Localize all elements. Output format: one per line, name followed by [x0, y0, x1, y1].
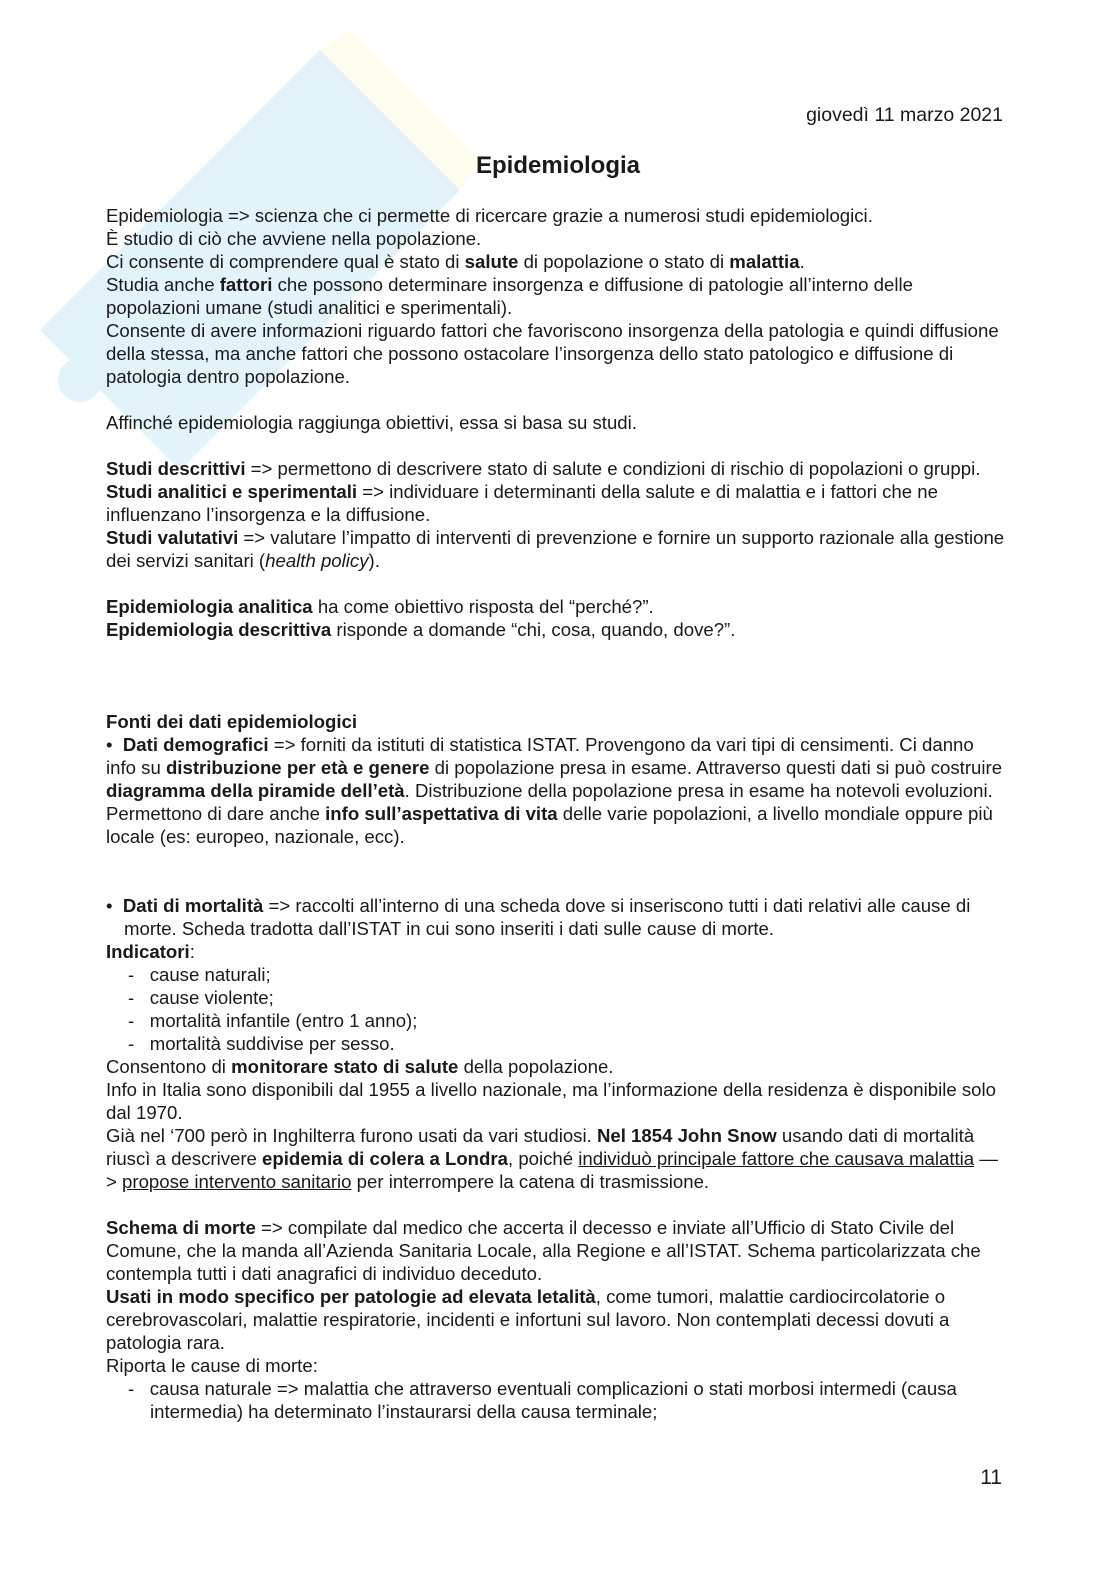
studi-descrittivi — [106, 457, 1006, 480]
paragraph — [106, 227, 1006, 250]
text: —> — [106, 1148, 998, 1192]
text: => valutare l’impatto di interventi di prevenzione e fornire un supporto razionale alla gestione dei servizi sanitari ( — [106, 527, 1005, 571]
underlined-text: propose intervento sanitario — [122, 1171, 352, 1192]
schema-di-morte — [106, 1216, 1006, 1285]
bold-term: Studi descrittivi — [106, 458, 246, 479]
list-item — [106, 1009, 1006, 1032]
text: Info in Italia sono disponibili dal 1955 a livello nazionale, ma l’informazione della residenza è disponibile solo dal 1970. — [106, 1079, 996, 1123]
section-heading — [106, 710, 1006, 733]
text: Consentono di — [106, 1056, 232, 1077]
bold-term: Epidemiologia analitica — [106, 596, 313, 617]
epidemiologia-descrittiva — [106, 618, 1006, 641]
text: cause naturali; — [149, 964, 271, 985]
dash-icon: - — [128, 964, 135, 985]
bold-term: Usati in modo specifico per patologie ad elevata letalità — [106, 1286, 596, 1307]
text: ). — [368, 550, 380, 571]
bold-term: Epidemiologia descrittiva — [106, 619, 332, 640]
bold-term: Studi analitici e sperimentali — [106, 481, 358, 502]
paragraph — [106, 204, 1006, 227]
paragraph — [106, 1078, 1006, 1124]
bold-term: Dati demografici — [122, 734, 269, 755]
italic-term: health policy — [265, 550, 369, 571]
text: Riporta le cause di morte: — [106, 1355, 318, 1376]
text: => raccolti all’interno di una scheda dove si inseriscono tutti i dati relativi alle cause di morte. Scheda tradotta dall’ISTAT in cui sono inseriti i dati sulle cause di morte. — [124, 895, 971, 939]
text: Ci consente di comprendere qual è stato di — [106, 251, 465, 272]
bold-term: epidemia di colera a Londra — [262, 1148, 508, 1169]
text: => individuare i determinanti della salute e di malattia e i fattori che ne influenzano l’insorgenza e la diffusione. — [106, 481, 938, 525]
text: => permettono di descrivere stato di salute e condizioni di rischio di popolazioni o gruppi. — [245, 458, 981, 479]
paragraph — [106, 250, 1006, 273]
paragraph — [106, 1354, 1006, 1377]
text: . Distribuzione della popolazione presa in esame ha notevoli evoluzioni. Permettono di dare anche — [106, 780, 993, 824]
dash-icon: - — [128, 1033, 135, 1054]
bold-term: diagramma della piramide dell’età — [106, 780, 405, 801]
bold-term: Indicatori — [106, 941, 190, 962]
text: di popolazione o stato di — [518, 251, 730, 272]
underlined-text: individuò principale fattore che causava malattia — [578, 1148, 975, 1169]
document-title: Epidemiologia — [475, 152, 640, 179]
list-item — [106, 986, 1006, 1009]
text: Consente di avere informazioni riguardo fattori che favoriscono insorgenza della patologia e quindi diffusione della stessa, ma anche fattori che possono ostacolare l’insorgenza dello stato patologico e diffusione di patologia dentro popolazione. — [106, 320, 999, 387]
text: risponde a domande “chi, cosa, quando, dove?”. — [331, 619, 736, 640]
text: Già nel ‘700 però in Inghilterra furono usati da vari studiosi. — [106, 1125, 597, 1146]
bold-term: Schema di morte — [106, 1217, 256, 1238]
list-item — [106, 963, 1006, 986]
bold-term: Studi valutativi — [106, 527, 239, 548]
text: che possono determinare insorgenza e diffusione di patologie all’interno delle popolazioni umane (studi analitici e sperimentali). — [106, 274, 913, 318]
text: => compilate dal medico che accerta il decesso e inviate all’Ufficio di Stato Civile del Comune, che la manda all’Azienda Sanitaria Locale, alla Regione e all’ISTAT. Schema particolarizzata che contempla tutti i dati anagrafici di individuo deceduto. — [106, 1217, 981, 1284]
bold-term: monitorare stato di salute — [231, 1056, 459, 1077]
paragraph — [106, 273, 1006, 319]
bullet-icon: • — [106, 895, 113, 916]
text: cause violente; — [149, 987, 274, 1008]
list-item — [106, 1032, 1006, 1055]
bold-term: fattori — [219, 274, 273, 295]
paragraph — [106, 319, 1006, 388]
text: di popolazione presa in esame. Attraverso questi dati si può costruire — [429, 757, 1003, 778]
bullet-icon: • — [106, 734, 113, 755]
document-body — [106, 204, 1006, 1423]
text: È studio di ciò che avviene nella popolazione. — [106, 228, 482, 249]
text: Epidemiologia => scienza che ci permette di ricercare grazie a numerosi studi epidemiologici. — [106, 205, 873, 226]
text: usando dati di mortalità riuscì a descrivere — [106, 1125, 975, 1169]
paragraph — [106, 1285, 1006, 1354]
bold-term: Nel 1854 John Snow — [596, 1125, 777, 1146]
bold-term: info sull’aspettativa di vita — [325, 803, 558, 824]
heading-text: Fonti dei dati epidemiologici — [106, 711, 358, 732]
text: della popolazione. — [458, 1056, 614, 1077]
text: Affinché epidemiologia raggiunga obiettivi, essa si basa su studi. — [106, 412, 637, 433]
bullet-dati-demografici — [106, 733, 1006, 848]
text: => forniti da istituti di statistica ISTAT. Provengono da vari tipi di censimenti. Ci danno info su — [106, 734, 974, 778]
bold-term: malattia — [729, 251, 800, 272]
text: , poiché — [507, 1148, 579, 1169]
text: Studia anche — [106, 274, 220, 295]
dash-icon: - — [128, 1010, 135, 1031]
text: delle varie popolazioni, a livello mondiale oppure più locale (es: europeo, nazionale, ecc). — [106, 803, 993, 847]
text: . — [799, 251, 805, 272]
text: causa naturale => malattia che attraverso eventuali complicazioni o stati morbosi intermedi (causa intermedia) ha determinato l’instaurarsi della causa terminale; — [149, 1378, 957, 1422]
paragraph — [106, 1124, 1006, 1193]
paragraph — [106, 411, 1006, 434]
document-date: giovedì 11 marzo 2021 — [806, 104, 1003, 126]
text: : — [189, 941, 195, 962]
text: , come tumori, malattie cardiocircolatorie o cerebrovascolari, malattie respiratorie, incidenti e infortuni sul lavoro. Non contemplati decessi dovuti a patologia rara. — [106, 1286, 950, 1353]
page-number: 11 — [980, 1466, 1002, 1489]
text: ha come obiettivo risposta del “perché?”. — [312, 596, 654, 617]
paragraph — [106, 1055, 1006, 1078]
dash-icon: - — [128, 1378, 135, 1399]
dash-icon: - — [128, 987, 135, 1008]
epidemiologia-analitica — [106, 595, 1006, 618]
indicatori-heading — [106, 940, 1006, 963]
bold-term: Dati di mortalità — [122, 895, 264, 916]
bullet-dati-mortalita — [106, 894, 1006, 940]
text: per interrompere la catena di trasmissione. — [351, 1171, 710, 1192]
bold-term: salute — [464, 251, 519, 272]
studi-valutativi — [106, 526, 1006, 572]
bold-term: distribuzione per età e genere — [165, 757, 430, 778]
text: mortalità suddivise per sesso. — [149, 1033, 395, 1054]
studi-analitici — [106, 480, 1006, 526]
text: mortalità infantile (entro 1 anno); — [149, 1010, 418, 1031]
list-item — [106, 1377, 1006, 1423]
